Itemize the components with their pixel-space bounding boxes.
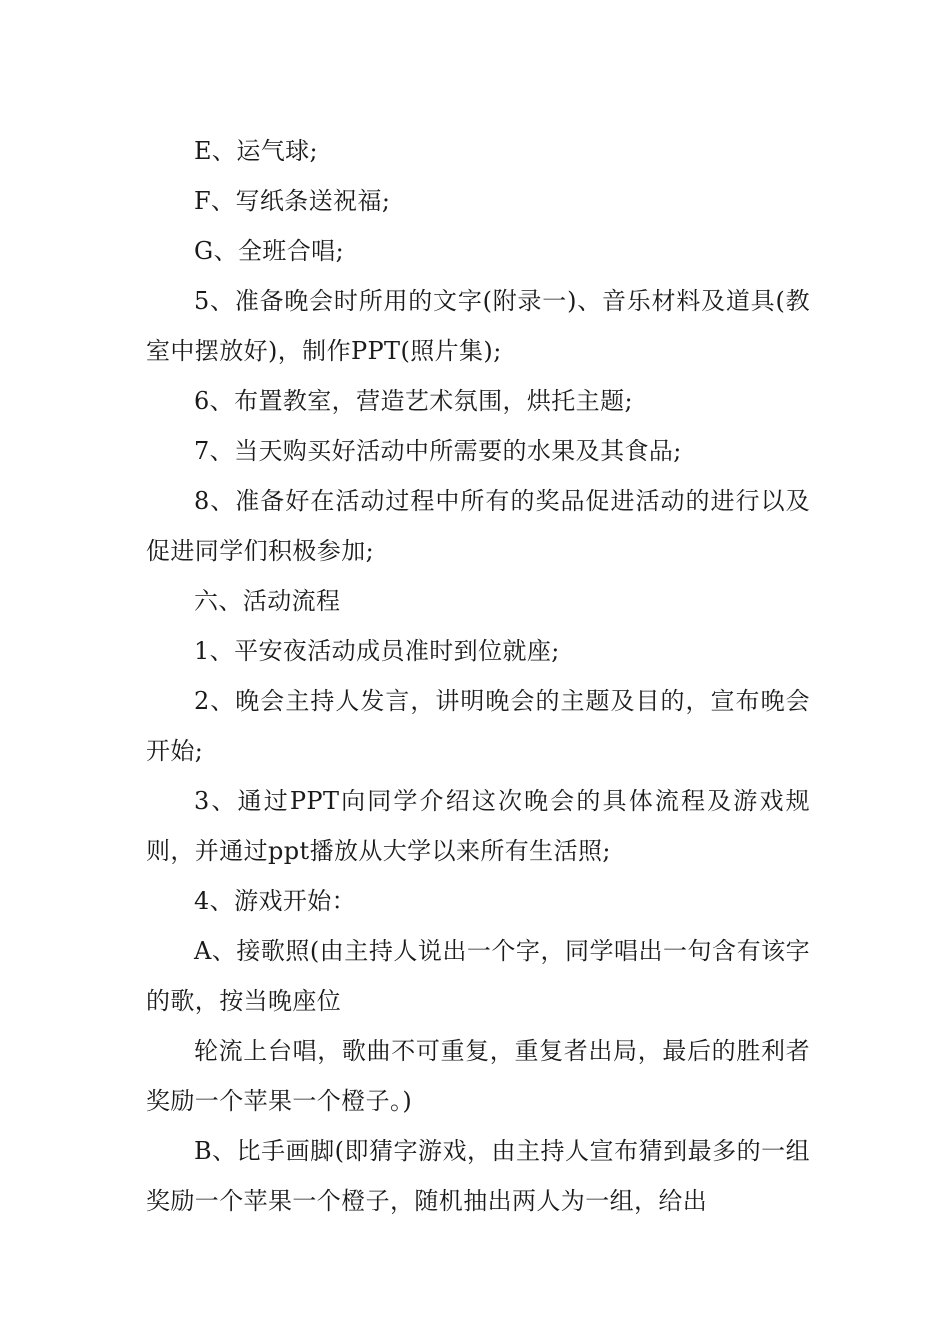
list-item-g: G、全班合唱; <box>194 237 345 265</box>
prep-item-6: 6、布置教室，营造艺术氛围，烘托主题; <box>194 387 633 415</box>
flow-item-3: 3、通过PPT向同学介绍这次晚会的具体流程及游戏规则，并通过ppt播放从大学以来所有生活照; <box>146 787 810 865</box>
section-heading-activity-flow: 六、活动流程 <box>194 587 341 615</box>
prep-item-8: 8、准备好在活动过程中所有的奖品促进活动的进行以及促进同学们积极参加; <box>146 487 810 565</box>
flow-item-2: 2、晚会主持人发言，讲明晚会的主题及目的，宣布晚会开始; <box>146 687 810 765</box>
game-item-a-continued: 轮流上台唱，歌曲不可重复，重复者出局，最后的胜利者奖励一个苹果一个橙子。) <box>146 1037 810 1115</box>
document-body <box>146 126 810 1226</box>
flow-item-1: 1、平安夜活动成员准时到位就座; <box>194 637 560 665</box>
game-item-a: A、接歌照(由主持人说出一个字，同学唱出一句含有该字的歌，按当晚座位 <box>146 937 810 1015</box>
flow-item-4: 4、游戏开始： <box>194 887 357 915</box>
prep-item-7: 7、当天购买好活动中所需要的水果及其食品; <box>194 437 682 465</box>
list-item-f: F、写纸条送祝福; <box>194 187 391 215</box>
list-item-e: E、运气球; <box>194 137 319 165</box>
game-item-b: B、比手画脚(即猜字游戏，由主持人宣布猜到最多的一组奖励一个苹果一个橙子，随机抽出两人为一组，给出 <box>146 1137 810 1215</box>
prep-item-5: 5、准备晚会时所用的文字(附录一)、音乐材料及道具(教室中摆放好)，制作PPT(照片集); <box>146 287 810 365</box>
